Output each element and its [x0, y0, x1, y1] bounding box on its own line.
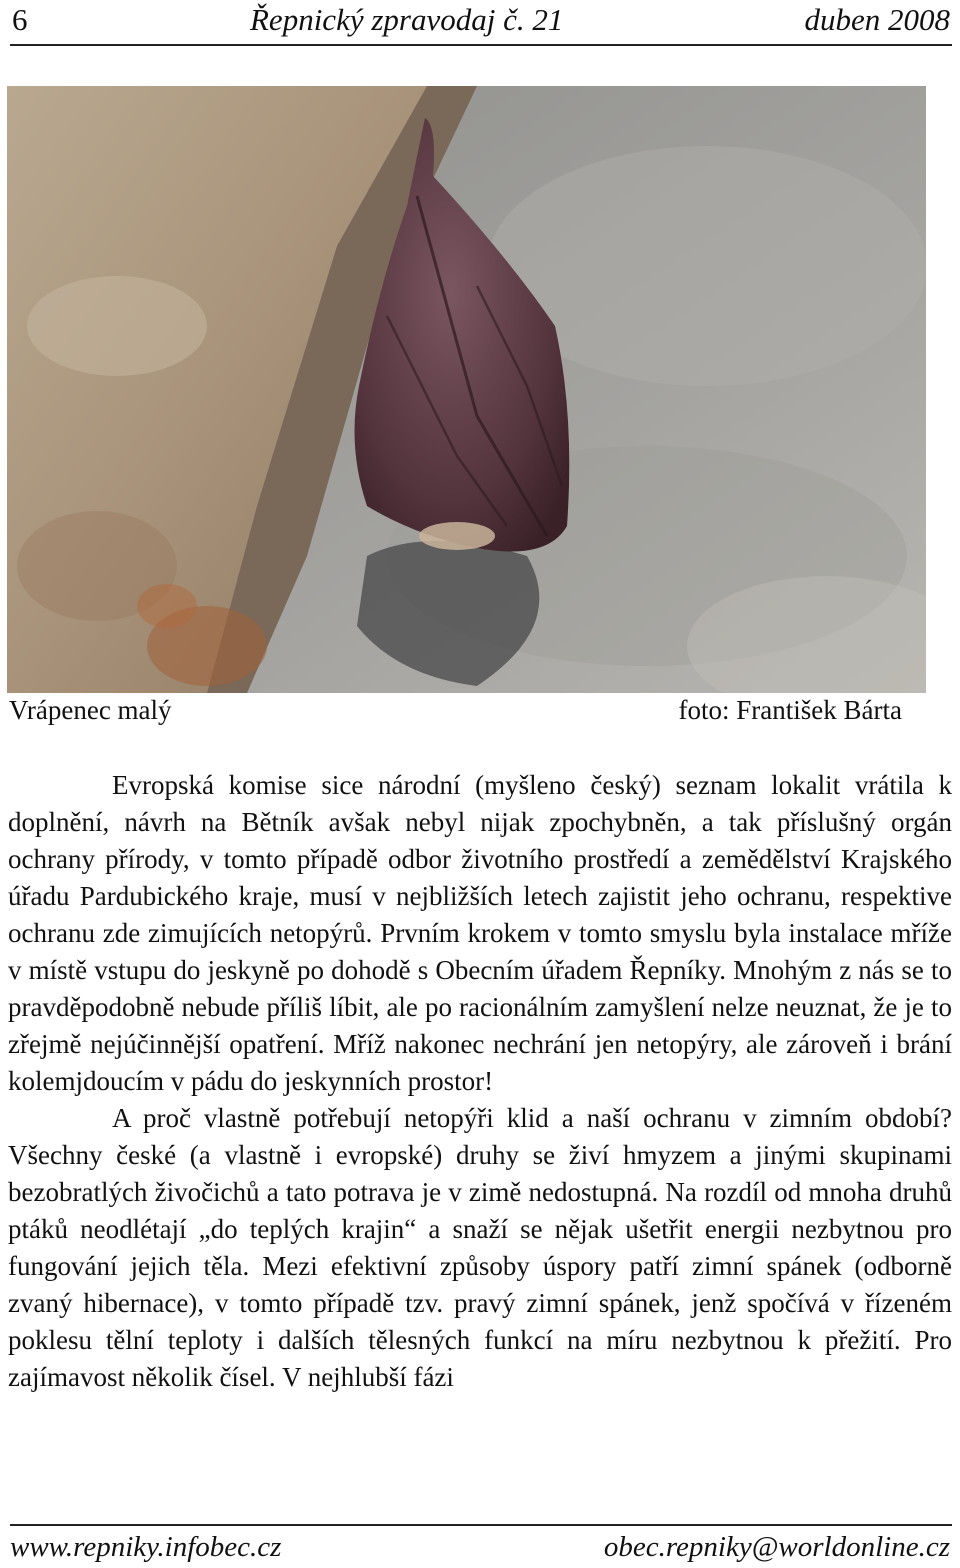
page-number: 6	[12, 2, 28, 37]
email-link[interactable]: obec.repniky@worldonline.cz	[603, 1531, 950, 1563]
page-footer	[10, 1524, 952, 1568]
article-paragraph: A proč vlastně potřebují netopýři klid a naší ochranu v zimním období? Všechny české (a vlastně i evropské) druhy se živí hmyzem a jinými skupinami bezobratlých živočichů a tato potrava je v zimě nedostupná. Na rozdíl od mnoha druhů ptáků neodlétají „do teplých krajin“ a snaží se nějak ušetřit energii nezbytnou pro fungování jejich těla. Mezi efektivní způsoby úspory patří zimní spánek (odborně zvaný hibernace), v tomto případě tzv. pravý zimní spánek, jenž spočívá v řízeném poklesu tělní teploty i dalších tělesných funkcí na míru nezbytnou k přežití. Pro zajímavost několik čísel. V nejhlubší fázi	[8, 1103, 952, 1392]
article-body	[8, 767, 952, 1396]
publication-title: Řepnický zpravodaj č. 21	[250, 2, 564, 37]
bat-photo	[7, 86, 926, 693]
article-paragraph: Evropská komise sice národní (myšleno český) seznam lokalit vrátila k doplnění, návrh na Bětník avšak nebyl nijak zpochybněn, a tak příslušný orgán ochrany přírody, v tomto případě odbor životního prostředí a zemědělství Krajského úřadu Pardubického kraje, musí v nejbližších letech zajistit jeho ochranu, respektive ochranu zde zimujících netopýrů. Prvním krokem v tomto smyslu byla instalace mříže v místě vstupu do jeskyně po dohodě s Obecním úřadem Řepníky. Mnohým z nás se to pravděpodobně nebude příliš líbit, ale po racionálním zamyšlení nelze neuznat, že je to zřejmě nejúčinnější opatření. Mříž nakonec nechrání jen netopýry, ale zároveň i brání kolemjdoucím v pádu do jeskynních prostor!	[8, 770, 952, 1096]
issue-date: duben 2008	[804, 2, 950, 37]
photo-credit: foto: František Bárta	[678, 695, 902, 725]
website-link[interactable]: www.repniky.infobec.cz	[10, 1531, 282, 1563]
page-header	[10, 0, 952, 46]
photo-caption: Vrápenec malý	[9, 695, 172, 725]
